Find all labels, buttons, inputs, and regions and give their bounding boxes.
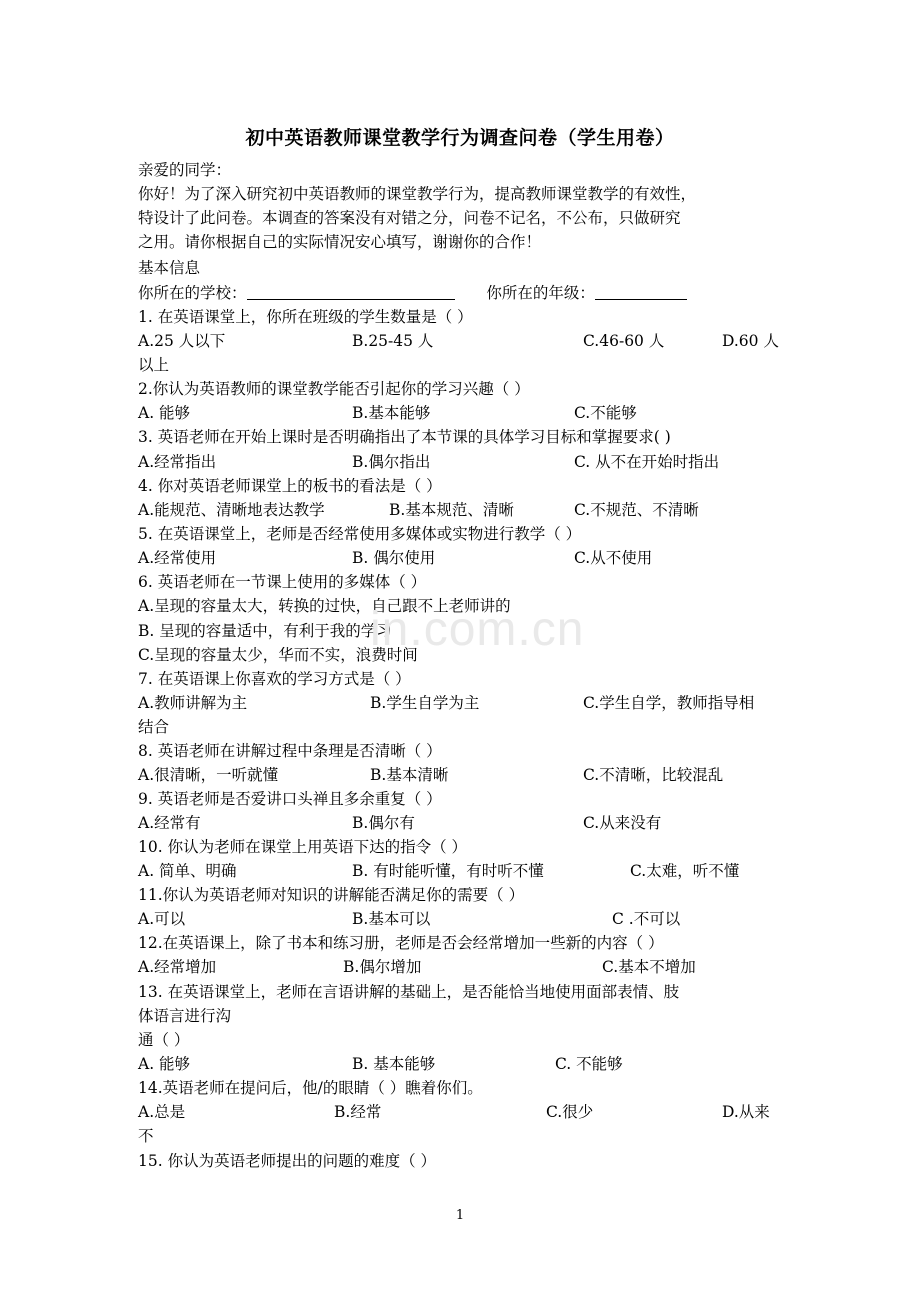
option-c[interactable]: C.不清晰，比较混乱 bbox=[583, 766, 724, 784]
question-6: 6. 英语老师在一节课上使用的多媒体（ ） bbox=[138, 573, 427, 591]
question-11: 11.你认为英语老师对知识的讲解能否满足你的需要（ ） bbox=[138, 886, 525, 904]
option-c[interactable]: C. 从不在开始时指出 bbox=[574, 453, 720, 471]
option-continuation: 以上 bbox=[138, 356, 170, 374]
option-c[interactable]: C.学生自学，教师指导相 bbox=[583, 694, 755, 712]
option-a[interactable]: A.经常有 bbox=[138, 814, 201, 832]
watermark: in.com.cn bbox=[370, 603, 585, 656]
option-c[interactable]: C.46-60 人 bbox=[583, 332, 665, 350]
question-13-cont: 体语言进行沟 bbox=[138, 1007, 232, 1025]
question-7: 7. 在英语课上你喜欢的学习方式是（ ） bbox=[138, 670, 411, 688]
option-continuation: 结合 bbox=[138, 718, 170, 736]
basic-info-heading: 基本信息 bbox=[138, 259, 201, 277]
question-14: 14.英语老师在提问后，他/的眼睛（ ）瞧着你们。 bbox=[138, 1079, 483, 1097]
question-13: 13. 在英语课堂上，老师在言语讲解的基础上，是否能恰当地使用面部表情、肢 bbox=[138, 983, 680, 1001]
option-d[interactable]: D.60 人 bbox=[722, 332, 779, 350]
intro-line: 特设计了此问卷。本调查的答案没有对错之分，问卷不记名，不公布，只做研究 bbox=[138, 209, 681, 227]
option-b[interactable]: B.偶尔指出 bbox=[352, 453, 431, 471]
option-c[interactable]: C.呈现的容量太少，华而不实，浪费时间 bbox=[138, 646, 418, 664]
option-b[interactable]: B. 有时能听懂，有时听不懂 bbox=[352, 862, 544, 880]
page-title: 初中英语教师课堂教学行为调查问卷（学生用卷） bbox=[245, 127, 675, 149]
option-b[interactable]: B.基本能够 bbox=[352, 404, 431, 422]
option-c[interactable]: C.基本不增加 bbox=[602, 958, 696, 976]
option-a[interactable]: A.25 人以下 bbox=[138, 332, 226, 350]
option-a[interactable]: A.呈现的容量太大，转换的过快，自己跟不上老师讲的 bbox=[138, 597, 511, 615]
question-3: 3. 英语老师在开始上课时是否明确指出了本节课的具体学习目标和掌握要求( ) bbox=[138, 428, 671, 446]
question-10: 10. 你认为老师在课堂上用英语下达的指令（ ） bbox=[138, 838, 468, 856]
option-a[interactable]: A. 简单、明确 bbox=[138, 862, 237, 880]
option-b[interactable]: B.25-45 人 bbox=[352, 332, 434, 350]
option-b[interactable]: B. 呈现的容量适中，有利于我的学习 bbox=[138, 622, 392, 640]
question-8: 8. 英语老师在讲解过程中条理是否清晰（ ） bbox=[138, 742, 442, 760]
intro-line: 你好！为了深入研究初中英语教师的课堂教学行为，提高教师课堂教学的有效性， bbox=[138, 185, 697, 203]
option-c[interactable]: C.不规范、不清晰 bbox=[574, 501, 699, 519]
page-number: 1 bbox=[455, 1208, 465, 1223]
option-b[interactable]: B.基本清晰 bbox=[370, 766, 449, 784]
option-a[interactable]: A.教师讲解为主 bbox=[138, 694, 248, 712]
school-blank[interactable] bbox=[247, 283, 455, 300]
option-b[interactable]: B. 偶尔使用 bbox=[352, 549, 436, 567]
option-c[interactable]: C .不可以 bbox=[612, 910, 681, 928]
question-5: 5. 在英语课堂上，老师是否经常使用多媒体或实物进行教学（ ） bbox=[138, 525, 582, 543]
option-a[interactable]: A.经常增加 bbox=[138, 958, 217, 976]
question-9: 9. 英语老师是否爱讲口头禅且多余重复（ ） bbox=[138, 790, 442, 808]
grade-blank[interactable] bbox=[595, 283, 687, 300]
question-13-cont: 通（ ） bbox=[138, 1031, 190, 1049]
question-2: 2.你认为英语教师的课堂教学能否引起你的学习兴趣（ ） bbox=[138, 380, 530, 398]
school-label: 你所在的学校： bbox=[138, 284, 247, 302]
option-b[interactable]: B.经常 bbox=[334, 1103, 382, 1121]
option-c[interactable]: C. 不能够 bbox=[555, 1055, 623, 1073]
question-1: 1. 在英语课堂上，你所在班级的学生数量是（ ） bbox=[138, 308, 473, 326]
option-c[interactable]: C.不能够 bbox=[574, 404, 637, 422]
option-a[interactable]: A.经常指出 bbox=[138, 453, 217, 471]
basic-info-row bbox=[138, 281, 798, 305]
question-4: 4. 你对英语老师课堂上的板书的看法是（ ） bbox=[138, 477, 442, 495]
option-a[interactable]: A.可以 bbox=[138, 910, 186, 928]
option-c[interactable]: C.从不使用 bbox=[574, 549, 653, 567]
option-b[interactable]: B.偶尔增加 bbox=[343, 958, 422, 976]
option-d[interactable]: D.从来 bbox=[722, 1103, 770, 1121]
option-c[interactable]: C.从来没有 bbox=[583, 814, 662, 832]
question-12: 12.在英语课上，除了书本和练习册，老师是否会经常增加一些新的内容（ ） bbox=[138, 934, 664, 952]
option-b[interactable]: B.学生自学为主 bbox=[370, 694, 480, 712]
option-b[interactable]: B.基本可以 bbox=[352, 910, 431, 928]
option-continuation: 不 bbox=[138, 1127, 154, 1145]
option-a[interactable]: A.很清晰，一听就懂 bbox=[138, 766, 279, 784]
option-b[interactable]: B.基本规范、清晰 bbox=[389, 501, 514, 519]
grade-label: 你所在的年级： bbox=[486, 284, 595, 302]
option-a[interactable]: A.能规范、清晰地表达教学 bbox=[138, 501, 325, 519]
question-15: 15. 你认为英语老师提出的问题的难度（ ） bbox=[138, 1152, 437, 1170]
option-a[interactable]: A. 能够 bbox=[138, 404, 191, 422]
intro-line: 之用。请你根据自己的实际情况安心填写，谢谢你的合作！ bbox=[138, 233, 542, 251]
greeting: 亲爱的同学： bbox=[138, 161, 232, 179]
option-b[interactable]: B. 基本能够 bbox=[352, 1055, 436, 1073]
option-b[interactable]: B.偶尔有 bbox=[352, 814, 415, 832]
option-a[interactable]: A. 能够 bbox=[138, 1055, 191, 1073]
option-a[interactable]: A.总是 bbox=[138, 1103, 186, 1121]
option-c[interactable]: C.太难，听不懂 bbox=[630, 862, 740, 880]
option-a[interactable]: A.经常使用 bbox=[138, 549, 217, 567]
option-c[interactable]: C.很少 bbox=[546, 1103, 594, 1121]
